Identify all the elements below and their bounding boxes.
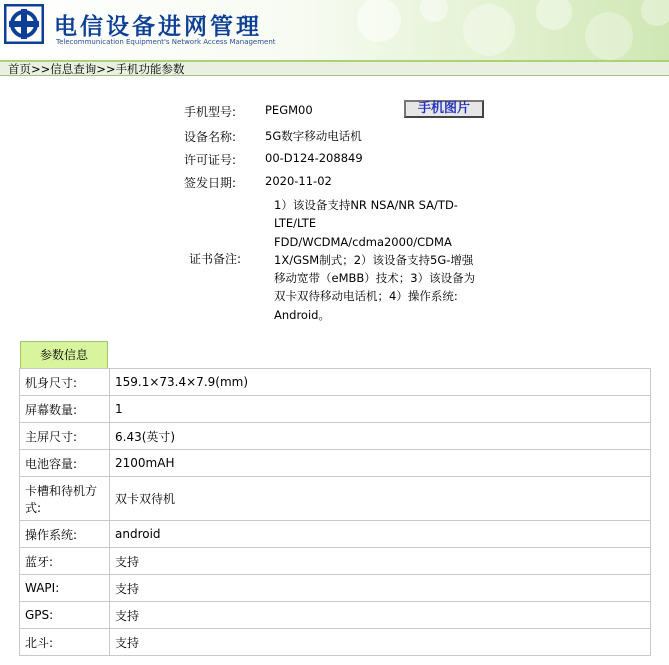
param-value: 159.1×73.4×7.9(mm)	[110, 369, 651, 396]
param-key: WAPI:	[20, 575, 110, 602]
param-key: 电池容量:	[20, 450, 110, 477]
param-value: 1	[110, 396, 651, 423]
model-label: 手机型号:	[184, 105, 237, 119]
param-value: 双卡双待机	[110, 477, 651, 521]
param-value: 支持	[110, 575, 651, 602]
param-value: 支持	[110, 629, 651, 656]
device-name-value: 5G数字移动电话机	[265, 129, 362, 143]
remark-line: 1X/GSM制式；2）该设备支持5G-增强	[274, 252, 474, 267]
table-row	[20, 477, 651, 521]
breadcrumb	[0, 62, 669, 76]
issue-date-value: 2020-11-02	[265, 174, 332, 188]
table-row	[20, 396, 651, 423]
table-row	[20, 548, 651, 575]
logo-icon	[4, 4, 44, 44]
table-row	[20, 423, 651, 450]
breadcrumb-separator: >>	[96, 62, 116, 76]
table-row	[20, 602, 651, 629]
param-value: android	[110, 521, 651, 548]
param-key: 屏幕数量:	[20, 396, 110, 423]
remark-line: 双卡双待移动电话机；4）操作系统:	[274, 289, 458, 304]
issue-date-label: 签发日期:	[184, 176, 237, 190]
remark-text	[274, 196, 480, 324]
table-row	[20, 450, 651, 477]
remark-label: 证书备注:	[189, 252, 242, 266]
breadcrumb-separator: >>	[31, 62, 51, 76]
site-header	[0, 0, 669, 60]
site-title: 电信设备进网管理	[54, 14, 262, 40]
site-subtitle: Telecommunication Equipment's Network Access Management	[56, 38, 276, 46]
param-key: 主屏尺寸:	[20, 423, 110, 450]
remark-line: LTE/LTE	[274, 216, 317, 231]
model-value: PEGM00	[265, 103, 313, 117]
device-name-label: 设备名称:	[184, 130, 237, 144]
remark-line: 移动宽带（eMBB）技术；3）该设备为	[274, 271, 476, 286]
license-value: 00-D124-208849	[265, 151, 363, 165]
param-key: 北斗:	[20, 629, 110, 656]
license-label: 许可证号:	[184, 153, 237, 167]
breadcrumb-current: 手机功能参数	[115, 62, 185, 76]
param-value: 2100mAH	[110, 450, 651, 477]
tab-params-info[interactable]: 参数信息	[20, 341, 108, 368]
table-row	[20, 369, 651, 396]
param-key: 卡槽和待机方式:	[20, 477, 110, 521]
remark-line: FDD/WCDMA/cdma2000/CDMA	[274, 234, 452, 249]
remark-line: Android。	[274, 307, 330, 322]
param-value: 支持	[110, 548, 651, 575]
params-table	[19, 368, 651, 656]
remark-line: 1）该设备支持NR NSA/NR SA/TD-	[274, 198, 458, 212]
param-value: 支持	[110, 602, 651, 629]
table-row	[20, 575, 651, 602]
param-key: GPS:	[20, 602, 110, 629]
param-key: 机身尺寸:	[20, 369, 110, 396]
param-value: 6.43(英寸)	[110, 423, 651, 450]
breadcrumb-query-link[interactable]: 信息查询	[50, 62, 97, 76]
param-key: 蓝牙:	[20, 548, 110, 575]
header-decoration	[339, 0, 669, 60]
param-key: 操作系统:	[20, 521, 110, 548]
table-row	[20, 629, 651, 656]
breadcrumb-home-link[interactable]: 首页	[8, 62, 31, 76]
phone-photo-button[interactable]: 手机图片	[404, 100, 484, 118]
table-row	[20, 521, 651, 548]
